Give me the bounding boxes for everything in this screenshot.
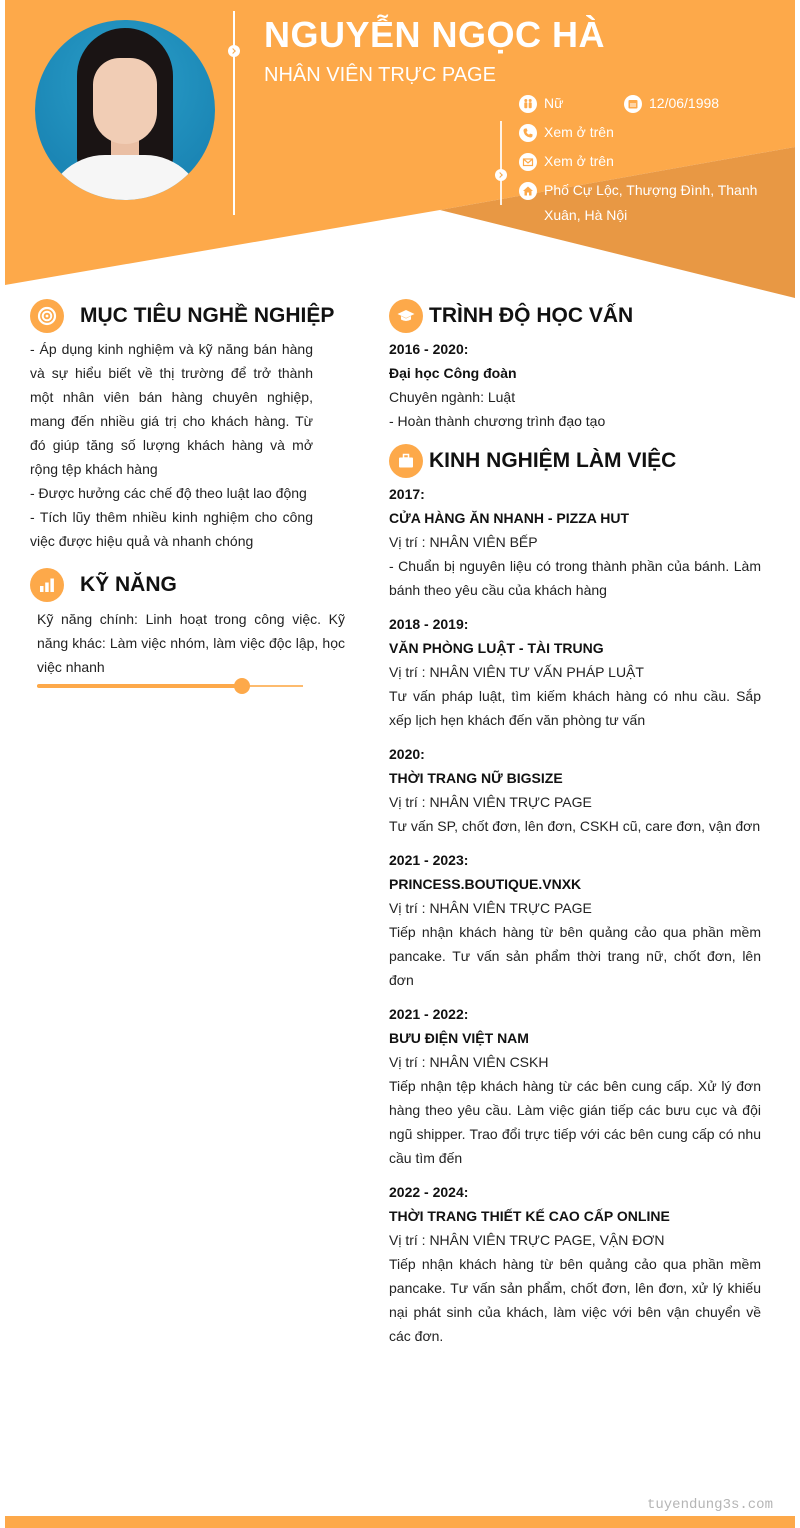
job-company: THỜI TRANG THIẾT KẾ CAO CẤP ONLINE xyxy=(389,1208,670,1224)
experience-list xyxy=(389,482,761,1358)
job-description: - Chuẩn bị nguyên liệu có trong thành phần của bánh. Làm bánh theo yêu cầu của khách hàng xyxy=(389,558,761,598)
job-position: Vị trí : NHÂN VIÊN TƯ VẤN PHÁP LUẬT xyxy=(389,664,644,680)
objective-line: - Áp dụng kinh nghiệm và kỹ năng bán hàng và sự hiểu biết về thị trường để trở thành một nhân viên bán hàng chuyên nghiệp, mang đến nhiều giá trị cho khách hàng. Từ đó giúp tăng số lượng khách hàng và mở rộng tệp khách hàng xyxy=(30,341,313,477)
target-icon xyxy=(30,299,64,333)
education-period: 2016 - 2020: xyxy=(389,341,469,357)
job-period: 2021 - 2022: xyxy=(389,1006,469,1022)
job-description: Tư vấn pháp luật, tìm kiếm khách hàng có nhu cầu. Sắp xếp lịch hẹn khách đến văn phòng tư vấn xyxy=(389,688,761,728)
job-entry xyxy=(389,1002,761,1170)
info-email xyxy=(519,149,614,174)
job-period: 2018 - 2019: xyxy=(389,616,469,632)
skill-level-knob xyxy=(234,678,250,694)
job-position: Vị trí : NHÂN VIÊN TRỰC PAGE xyxy=(389,900,592,916)
job-description: Tư vấn SP, chốt đơn, lên đơn, CSKH cũ, care đơn, vận đơn xyxy=(389,818,761,834)
section-title: KINH NGHIỆM LÀM VIỆC xyxy=(429,449,677,472)
divider-line xyxy=(500,121,502,205)
objective-line: - Tích lũy thêm nhiều kinh nghiệm cho công việc được hiệu quả và nhanh chóng xyxy=(30,509,313,549)
info-phone xyxy=(519,120,614,145)
education-school: Đại học Công đoàn xyxy=(389,365,517,381)
candidate-job-title: NHÂN VIÊN TRỰC PAGE xyxy=(264,64,496,86)
gender-value: Nữ xyxy=(544,95,564,111)
education-entry xyxy=(389,337,761,433)
education-major: Chuyên ngành: Luật xyxy=(389,389,516,405)
briefcase-icon xyxy=(389,444,423,478)
job-position: Vị trí : NHÂN VIÊN BẾP xyxy=(389,534,538,550)
job-period: 2017: xyxy=(389,486,425,502)
job-position: Vị trí : NHÂN VIÊN TRỰC PAGE xyxy=(389,794,592,810)
candidate-name: NGUYỄN NGỌC HÀ xyxy=(264,14,606,55)
job-entry xyxy=(389,482,761,602)
job-description: Tiếp nhận khách hàng từ bên quảng cảo qua phần mềm pancake. Tư vấn sản phẩm, chốt đơn, lên đơn, xử lý khiếu nại phát sinh của khách, làm việc với bên vận chuyển về các đơn. xyxy=(389,1256,761,1344)
job-entry xyxy=(389,612,761,732)
job-description: Tiếp nhận tệp khách hàng từ các bên cung cấp. Xử lý đơn hàng theo yêu cầu. Làm việc gián tiếp các bưu cục và đội ngũ shipper. Trao đổi trực tiếp với các bên cung cấp có nhu cầu tìm đến xyxy=(389,1078,761,1166)
education-note: - Hoàn thành chương trình đạo tạo xyxy=(389,413,606,429)
section-skills-header xyxy=(30,568,177,602)
phone-icon xyxy=(519,124,537,142)
avatar-face xyxy=(93,58,157,144)
job-description: Tiếp nhận khách hàng từ bên quảng cảo qua phần mềm pancake. Tư vấn sản phẩm thời trang nữ, chốt đơn, lên đơn xyxy=(389,924,761,988)
objective-text xyxy=(30,337,313,553)
job-entry xyxy=(389,848,761,992)
skill-level-fill xyxy=(37,684,242,688)
info-dob xyxy=(624,91,719,116)
home-icon xyxy=(519,182,537,200)
section-experience-header xyxy=(389,444,676,478)
skills-text: Kỹ năng chính: Linh hoạt trong công việc. Kỹ năng khác: Làm việc nhóm, làm việc độc lập, học việc nhanh xyxy=(37,611,345,675)
info-address xyxy=(519,178,769,228)
avatar xyxy=(35,20,215,200)
job-position: Vị trí : NHÂN VIÊN CSKH xyxy=(389,1054,549,1070)
calendar-icon xyxy=(624,95,642,113)
job-position: Vị trí : NHÂN VIÊN TRỰC PAGE, VẬN ĐƠN xyxy=(389,1232,665,1248)
section-title: KỸ NĂNG xyxy=(80,573,177,596)
email-value: Xem ở trên xyxy=(544,153,614,169)
section-education-header xyxy=(389,299,633,333)
avatar-shirt xyxy=(45,155,205,200)
job-company: CỬA HÀNG ĂN NHANH - PIZZA HUT xyxy=(389,510,630,526)
bar-chart-icon xyxy=(30,568,64,602)
chevron-right-icon xyxy=(495,169,507,181)
chevron-right-icon xyxy=(228,45,240,57)
address-value: Phố Cự Lộc, Thượng Đình, Thanh Xuân, Hà Nội xyxy=(544,182,758,223)
info-gender xyxy=(519,91,563,116)
job-company: BƯU ĐIỆN VIỆT NAM xyxy=(389,1030,529,1046)
job-entry xyxy=(389,742,761,838)
job-period: 2022 - 2024: xyxy=(389,1184,469,1200)
envelope-icon xyxy=(519,153,537,171)
job-company: THỜI TRANG NỮ BIGSIZE xyxy=(389,770,563,786)
job-period: 2020: xyxy=(389,746,425,762)
job-company: VĂN PHÒNG LUẬT - TÀI TRUNG xyxy=(389,640,604,656)
job-company: PRINCESS.BOUTIQUE.VNXK xyxy=(389,876,582,892)
job-entry xyxy=(389,1180,761,1348)
job-period: 2021 - 2023: xyxy=(389,852,469,868)
section-objective-header xyxy=(30,299,334,333)
section-title: TRÌNH ĐỘ HỌC VẤN xyxy=(429,304,634,327)
skill-level-bar xyxy=(37,685,303,687)
objective-line: - Được hưởng các chế độ theo luật lao động xyxy=(30,485,307,501)
watermark: tuyendung3s.com xyxy=(646,1497,773,1513)
phone-value: Xem ở trên xyxy=(544,124,614,140)
section-title: MỤC TIÊU NGHỀ NGHIỆP xyxy=(80,304,335,327)
divider-line xyxy=(233,11,235,215)
footer-bar xyxy=(5,1516,795,1528)
dob-value: 12/06/1998 xyxy=(649,95,720,111)
graduation-cap-icon xyxy=(389,299,423,333)
gender-icon xyxy=(519,95,537,113)
